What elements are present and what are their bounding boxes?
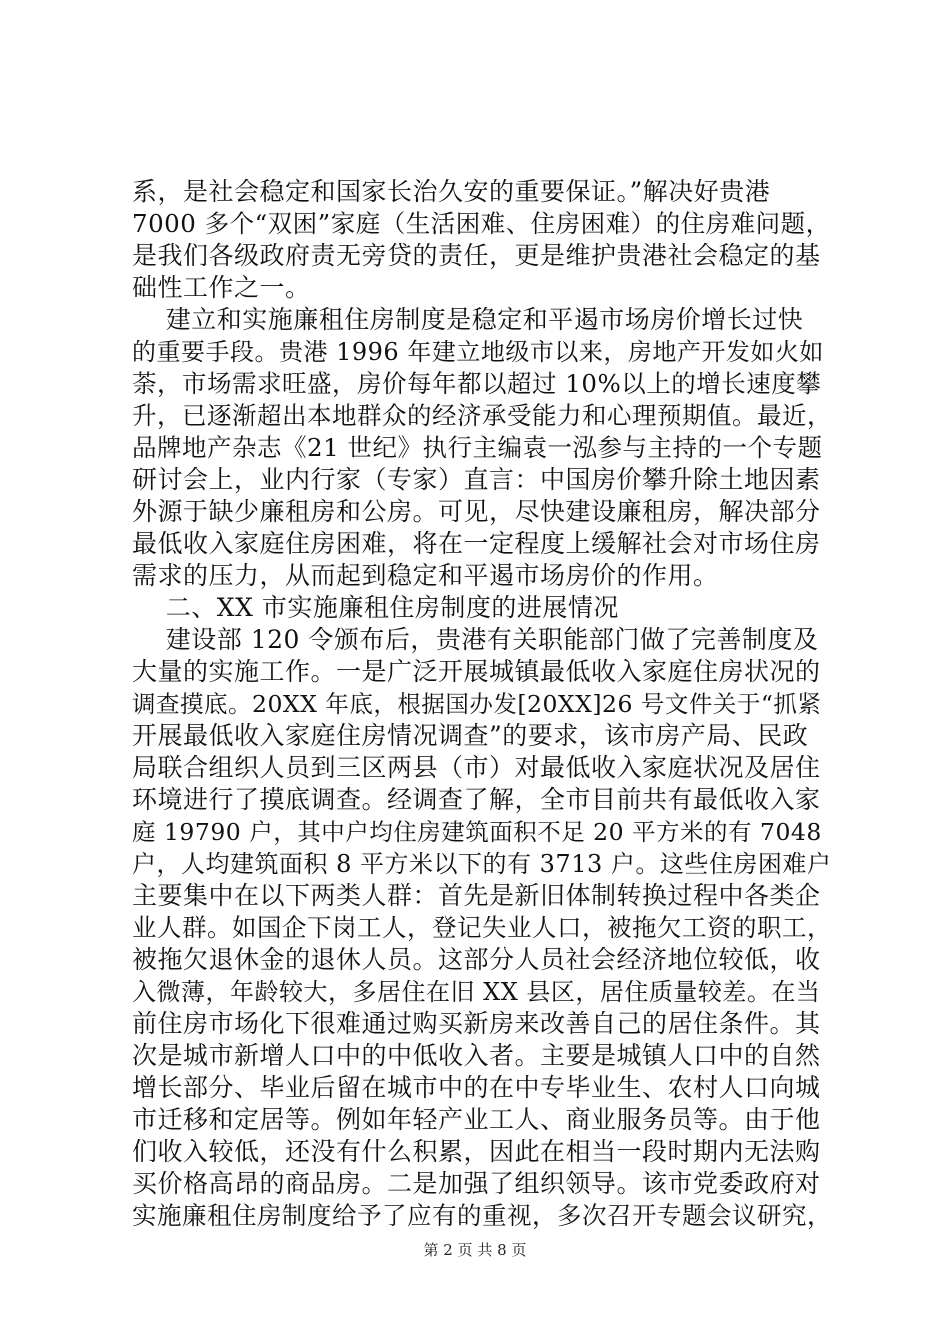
text-line: 荼，市场需求旺盛，房价每年都以超过 10%以上的增长速度攀 bbox=[132, 369, 822, 398]
text-line: 是我们各级政府责无旁贷的责任，更是维护贵港社会稳定的基 bbox=[132, 241, 821, 270]
text-line: 品牌地产杂志《21 世纪》执行主编袁一泓参与主持的一个专题 bbox=[132, 433, 823, 462]
text-line: 础性工作之一。 bbox=[132, 273, 311, 302]
text-line: 升，已逐渐超出本地群众的经济承受能力和心理预期值。最近， bbox=[132, 401, 832, 430]
text-line: 局联合组织人员到三区两县（市）对最低收入家庭状况及居住 bbox=[132, 753, 821, 782]
text-line: 主要集中在以下两类人群：首先是新旧体制转换过程中各类企 bbox=[132, 881, 821, 910]
text-line: 二、XX 市实施廉租住房制度的进展情况 bbox=[132, 593, 619, 622]
text-line: 被拖欠退休金的退休人员。这部分人员社会经济地位较低，收 bbox=[132, 945, 821, 974]
text-line: 实施廉租住房制度给予了应有的重视，多次召开专题会议研究， bbox=[132, 1201, 832, 1230]
text-line: 大量的实施工作。一是广泛开展城镇最低收入家庭住房状况的 bbox=[132, 657, 821, 686]
text-line: 业人群。如国企下岗工人，登记失业人口，被拖欠工资的职工， bbox=[132, 913, 832, 942]
text-line: 户，人均建筑面积 8 平方米以下的有 3713 户。这些住房困难户 bbox=[132, 850, 832, 878]
text-line: 增长部分、毕业后留在城市中的在中专毕业生、农村人口向城 bbox=[132, 1073, 821, 1102]
body-text bbox=[132, 176, 832, 1232]
text-line: 前住房市场化下很难通过购买新房来改善自己的居住条件。其 bbox=[132, 1009, 821, 1038]
text-line: 7000 多个“双困”家庭（生活困难、住房困难）的住房难问题， bbox=[132, 209, 831, 238]
text-line: 开展最低收入家庭住房情况调查”的要求，该市房产局、民政 bbox=[132, 721, 809, 750]
text-line: 系，是社会稳定和国家长治久安的重要保证。”解决好贵港 bbox=[132, 177, 771, 206]
text-line: 次是城市新增人口中的中低收入者。主要是城镇人口中的自然 bbox=[132, 1041, 821, 1070]
text-line: 们收入较低，还没有什么积累，因此在相当一段时期内无法购 bbox=[132, 1137, 821, 1166]
text-line: 环境进行了摸底调查。经调查了解，全市目前共有最低收入家 bbox=[132, 785, 821, 814]
text-line: 需求的压力，从而起到稳定和平遏市场房价的作用。 bbox=[132, 561, 719, 590]
text-line: 建立和实施廉租住房制度是稳定和平遏市场房价增长过快 bbox=[132, 305, 804, 334]
text-line: 入微薄，年龄较大，多居住在旧 XX 县区，居住质量较差。在当 bbox=[132, 978, 821, 1006]
text-line: 最低收入家庭住房困难，将在一定程度上缓解社会对市场住房 bbox=[132, 529, 821, 558]
text-line: 庭 19790 户，其中户均住房建筑面积不足 20 平方米的有 7048 bbox=[132, 818, 822, 846]
text-line: 建设部 120 令颁布后，贵港有关职能部门做了完善制度及 bbox=[132, 625, 819, 654]
text-line: 调查摸底。20XX 年底，根据国办发[20XX]26 号文件关于“抓紧 bbox=[132, 690, 822, 718]
page-footer: 第 2 页 共 8 页 bbox=[423, 1241, 527, 1259]
text-line: 市迁移和定居等。例如年轻产业工人、商业服务员等。由于他 bbox=[132, 1105, 821, 1134]
text-line: 研讨会上，业内行家（专家）直言：中国房价攀升除土地因素 bbox=[132, 465, 821, 494]
text-line: 的重要手段。贵港 1996 年建立地级市以来，房地产开发如火如 bbox=[132, 338, 824, 366]
text-line: 买价格高昂的商品房。二是加强了组织领导。该市党委政府对 bbox=[132, 1169, 821, 1198]
text-line: 外源于缺少廉租房和公房。可见，尽快建设廉租房，解决部分 bbox=[132, 497, 821, 526]
